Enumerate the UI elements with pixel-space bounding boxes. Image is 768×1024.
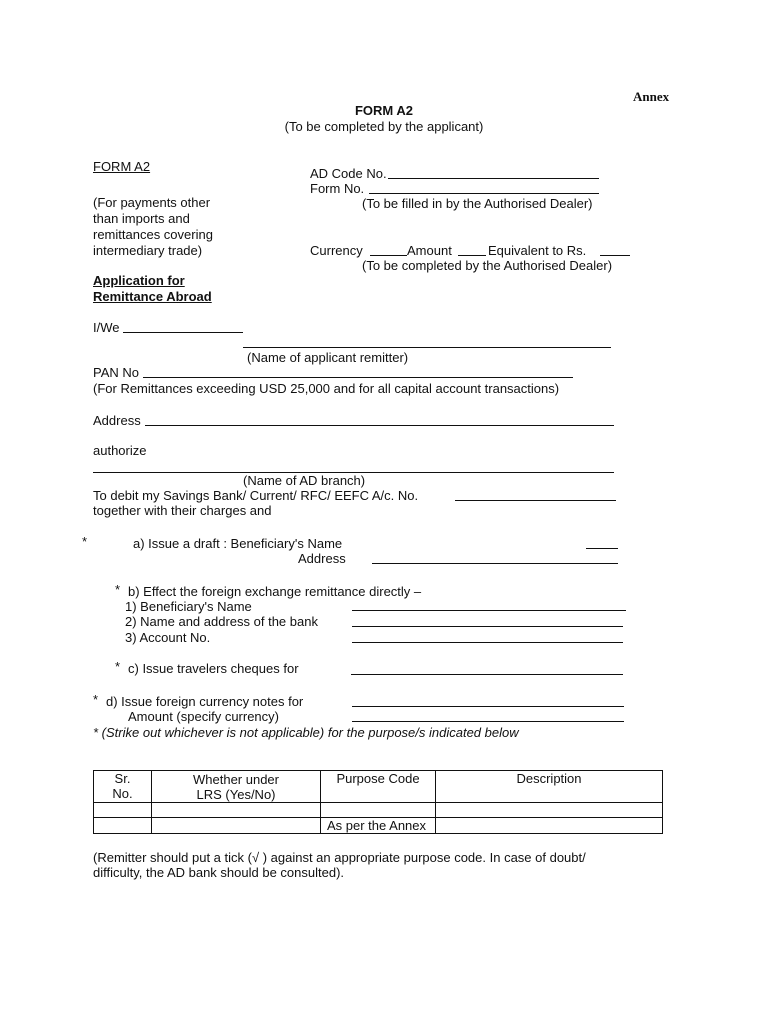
option-c-star: * [115, 659, 121, 674]
applicant-name-field[interactable] [243, 347, 611, 348]
charges-text: together with their charges and [93, 503, 272, 518]
iwe-field[interactable] [123, 332, 243, 333]
option-d-text: d) Issue foreign currency notes for [106, 694, 304, 709]
address-label: Address [93, 413, 141, 428]
cell-description[interactable] [436, 803, 663, 818]
dealer-note: (To be filled in by the Authorised Dealer) [362, 196, 593, 211]
authorize-label: authorize [93, 443, 147, 458]
footer-note-line-1: (Remitter should put a tick (√ ) against an appropriate purpose code. In case of doubt/ [93, 850, 586, 865]
form-label: FORM A2 [93, 159, 151, 174]
purpose-code-table [93, 770, 663, 834]
purpose-note-line-1: (For payments other [93, 195, 211, 210]
strike-note: * (Strike out whichever is not applicable) for the purpose/s indicated below [93, 725, 519, 740]
currency-field[interactable] [370, 255, 407, 256]
table-header-row [94, 771, 663, 803]
iwe-label: I/We [93, 320, 120, 335]
travelers-cheques-field[interactable] [351, 674, 623, 675]
amount-field[interactable] [458, 255, 486, 256]
table-row[interactable] [94, 803, 663, 818]
ad-code-field[interactable] [388, 178, 599, 179]
option-a-text: a) Issue a draft : Beneficiary's Name [133, 536, 343, 551]
address-field[interactable] [145, 425, 614, 426]
ad-branch-caption: (Name of AD branch) [243, 473, 366, 488]
applicant-name-caption: (Name of applicant remitter) [247, 350, 409, 365]
header-purpose-code: Purpose Code [321, 771, 436, 803]
application-title-line-1: Application for [93, 273, 185, 288]
form-subtitle: (To be completed by the applicant) [284, 119, 484, 134]
option-c-text: c) Issue travelers cheques for [128, 661, 299, 676]
annex-label: Annex [633, 89, 670, 104]
cell-lrs[interactable] [152, 818, 321, 834]
table-row[interactable] [94, 818, 663, 834]
debit-text: To debit my Savings Bank/ Current/ RFC/ EEFC A/c. No. [93, 488, 419, 503]
equivalent-label: Equivalent to Rs. [488, 243, 587, 258]
form-no-label: Form No. [310, 181, 365, 196]
option-d-star: * [93, 692, 99, 707]
purpose-note-line-3: remittances covering [93, 227, 213, 242]
header-lrs: Whether under LRS (Yes/No) [152, 771, 321, 803]
dealer-note-2: (To be completed by the Authorised Dealer) [362, 258, 613, 273]
header-sr-no: Sr. No. [94, 771, 152, 803]
form-title: FORM A2 [354, 103, 414, 118]
pan-field[interactable] [143, 377, 573, 378]
option-a-star: * [82, 534, 88, 549]
beneficiary-name-field[interactable] [352, 610, 626, 611]
cell-lrs[interactable] [152, 803, 321, 818]
option-b-text: b) Effect the foreign exchange remittance directly – [128, 584, 422, 599]
cell-purpose-code[interactable] [321, 803, 436, 818]
option-b-item-3: 3) Account No. [125, 630, 211, 645]
pan-label: PAN No [93, 365, 139, 380]
equivalent-field[interactable] [600, 255, 630, 256]
option-a-address-label: Address [298, 551, 346, 566]
option-b-star: * [115, 582, 121, 597]
ad-code-label: AD Code No. [310, 166, 387, 181]
option-a-name-field[interactable] [586, 548, 618, 549]
footer-note-line-2: difficulty, the AD bank should be consulted). [93, 865, 345, 880]
currency-label: Currency [310, 243, 363, 258]
purpose-note-line-4: intermediary trade) [93, 243, 203, 258]
header-description: Description [436, 771, 663, 803]
option-b-item-2: 2) Name and address of the bank [125, 614, 318, 629]
cell-annex-ref: As per the Annex [321, 818, 436, 834]
cell-sr-no[interactable] [94, 803, 152, 818]
option-b-item-1: 1) Beneficiary's Name [125, 599, 252, 614]
cell-sr-no[interactable] [94, 818, 152, 834]
option-a-address-field[interactable] [372, 563, 618, 564]
amount-label: Amount [407, 243, 452, 258]
form-no-field[interactable] [369, 193, 599, 194]
option-d-amount-label: Amount (specify currency) [128, 709, 279, 724]
bank-account-no-field[interactable] [352, 642, 623, 643]
application-title-line-2: Remittance Abroad [93, 289, 212, 304]
pan-note: (For Remittances exceeding USD 25,000 and for all capital account transactions) [93, 381, 560, 396]
bank-name-address-field[interactable] [352, 626, 623, 627]
cell-description[interactable] [436, 818, 663, 834]
currency-notes-field[interactable] [352, 706, 624, 707]
purpose-note-line-2: than imports and [93, 211, 190, 226]
currency-amount-field[interactable] [352, 721, 624, 722]
account-no-field[interactable] [455, 500, 616, 501]
